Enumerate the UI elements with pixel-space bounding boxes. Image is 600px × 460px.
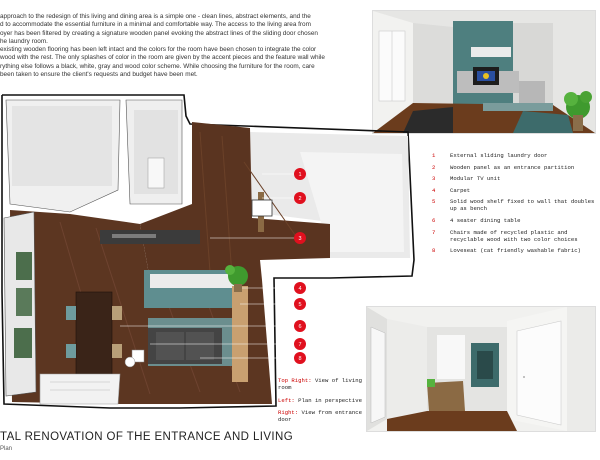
legend-number: 2 — [432, 163, 436, 171]
marker-number: 3 — [298, 236, 302, 242]
marker-number: 5 — [298, 302, 302, 308]
intro-line: existing wooden flooring has been left intact and the colors for the room have been chosen to integrate the color — [0, 46, 317, 54]
legend-item — [432, 198, 597, 212]
intro-text — [0, 13, 360, 79]
legend-text: Wooden panel as an entrance partition — [450, 163, 575, 171]
marker-number: 1 — [298, 172, 302, 178]
legend-number: 1 — [432, 152, 436, 159]
legend-number: 7 — [432, 228, 436, 236]
intro-line: d to accommodate the essential furniture in a minimal and comfortable way. The access to the living area from — [0, 21, 311, 29]
legend-text: 4 seater dining table — [450, 216, 521, 224]
view-text: Plan in perspective — [298, 396, 362, 404]
legend-text: Solid wood shelf fixed to wall that doubles up as bench — [450, 198, 595, 213]
floor-plan-image — [0, 92, 420, 412]
intro-line: he laundry room. — [0, 37, 48, 45]
legend-item — [432, 229, 597, 243]
legend-number: 8 — [432, 247, 436, 255]
view-label: Right: — [278, 409, 299, 417]
view-caption-right — [278, 410, 366, 424]
legend-number: 5 — [432, 198, 436, 206]
view-text: View from entrance door — [278, 409, 362, 424]
entrance-view-render-image — [367, 307, 595, 431]
intro-line: approach to the redesign of this living and dining area is a simple one - clean lines, abstract elements, and the — [0, 13, 311, 20]
marker-number: 4 — [298, 286, 302, 292]
legend-item — [432, 152, 597, 159]
view-caption-top-right — [278, 378, 366, 392]
legend-number: 6 — [432, 216, 436, 224]
page-subtitle: Plan — [0, 446, 13, 452]
marker-number: 8 — [298, 356, 302, 362]
legend-number: 3 — [432, 175, 436, 183]
view-caption-left — [278, 398, 366, 405]
marker-number: 2 — [298, 196, 302, 202]
legend-item — [432, 217, 597, 224]
view-label: Left: — [278, 396, 295, 404]
marker-number: 6 — [298, 324, 302, 330]
legend-item — [432, 164, 597, 171]
intro-line: wood with the rest. The only splashes of color in the room are given by the accent pieces and the feature wall while — [0, 54, 325, 62]
legend-item — [432, 175, 597, 182]
entrance-view-render — [366, 306, 596, 432]
view-label: Top Right: — [278, 377, 312, 384]
legend — [432, 152, 597, 259]
legend-text: Carpet — [450, 186, 471, 194]
intro-line: oyer has been filtered by creating a signature wooden panel evoking the abstract lines of the sliding door chosen — [0, 29, 318, 37]
legend-text: Chairs made of recycled plastic and recyclable wood with two color choices — [450, 228, 578, 243]
intro-line: rything else follows a black, white, gray and wood color scheme. While choosing the furniture for the room, care — [0, 62, 315, 70]
intro-line: been taken to ensure the client's requests and budget have been met. — [0, 71, 198, 79]
floor-plan-perspective — [0, 92, 420, 412]
legend-text: Modular TV unit — [450, 175, 501, 183]
legend-item — [432, 187, 597, 194]
views-caption — [278, 378, 366, 430]
legend-text: Loveseat (cat friendly washable fabric) — [450, 247, 581, 255]
legend-number: 4 — [432, 186, 436, 194]
legend-item — [432, 247, 597, 254]
legend-text: External sliding laundry door — [450, 152, 548, 159]
page-title: TAL RENOVATION OF THE ENTRANCE AND LIVING — [0, 431, 294, 443]
view-text: View of living room — [278, 377, 362, 391]
marker-number: 7 — [298, 342, 302, 348]
